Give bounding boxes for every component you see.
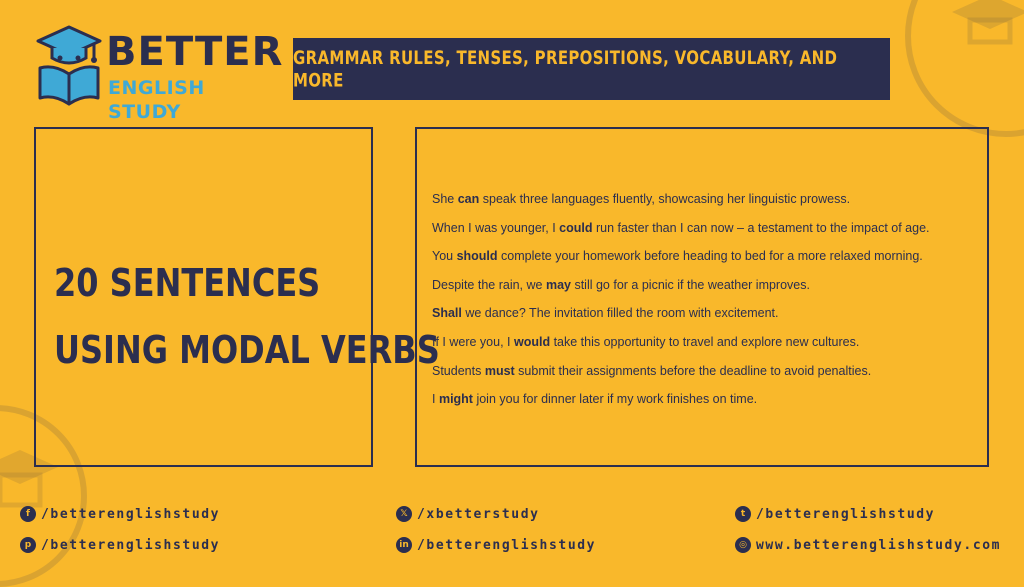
social-link-text: /betterenglishstudy bbox=[417, 537, 597, 553]
decorative-cap-icon bbox=[950, 0, 1024, 60]
modal-verb: could bbox=[559, 220, 593, 235]
list-item: She can speak three languages fluently, showcasing her linguistic prowess. bbox=[432, 192, 851, 206]
social-facebook-link[interactable] bbox=[20, 506, 220, 522]
modal-verb: should bbox=[456, 249, 498, 264]
modal-verb: can bbox=[457, 192, 480, 206]
list-item: You should complete your homework before heading to bed for a more relaxed morning. bbox=[432, 249, 923, 264]
linkedin-icon: in bbox=[396, 537, 412, 553]
modal-verb: may bbox=[545, 277, 571, 292]
x-icon: 𝕏 bbox=[396, 506, 412, 522]
list-item: Despite the rain, we may still go for a picnic if the weather improves. bbox=[432, 277, 810, 292]
banner-text: GRAMMAR RULES, TENSES, PREPOSITIONS, VOCABULARY, AND MORE bbox=[293, 46, 838, 92]
list-item: I might join you for dinner later if my work finishes on time. bbox=[432, 392, 758, 407]
graduation-cap-book-icon bbox=[36, 24, 102, 108]
social-website-link[interactable] bbox=[735, 537, 1001, 553]
brand-logo[interactable] bbox=[36, 24, 284, 123]
social-pinterest-link[interactable] bbox=[20, 537, 220, 553]
list-item: Students must submit their assignments before the deadline to avoid penalties. bbox=[432, 363, 872, 378]
page-title bbox=[54, 249, 440, 383]
sentences-panel bbox=[415, 127, 989, 467]
social-link-text: /betterenglishstudy bbox=[41, 506, 221, 522]
brand-word-better: BETTER bbox=[106, 29, 284, 75]
modal-verb: would bbox=[513, 334, 551, 349]
social-tumblr-link[interactable] bbox=[735, 506, 935, 522]
sentence-list bbox=[432, 189, 930, 418]
modal-verb: must bbox=[484, 363, 515, 378]
facebook-icon: f bbox=[20, 506, 36, 522]
tumblr-icon: t bbox=[735, 506, 751, 522]
title-panel bbox=[34, 127, 440, 467]
modal-verb: might bbox=[438, 392, 473, 407]
website-icon: ◎ bbox=[735, 537, 751, 553]
list-item: When I was younger, I could run faster than I can now – a testament to the impact of age. bbox=[432, 220, 930, 235]
title-line-1: 20 SENTENCES bbox=[54, 259, 321, 306]
topic-banner bbox=[293, 38, 890, 100]
social-link-text: /xbetterstudy bbox=[417, 506, 540, 522]
social-x-link[interactable] bbox=[396, 506, 540, 522]
pinterest-icon: p bbox=[20, 537, 36, 553]
modal-verb: Shall bbox=[432, 306, 462, 321]
list-item: If I were you, I would take this opportunity to travel and explore new cultures. bbox=[432, 334, 860, 349]
social-linkedin-link[interactable] bbox=[396, 537, 596, 553]
social-link-text: www.betterenglishstudy.com bbox=[756, 537, 1002, 553]
brand-word-english-study: ENGLISH STUDY bbox=[108, 77, 205, 123]
social-link-text: /betterenglishstudy bbox=[756, 506, 936, 522]
list-item: Shall we dance? The invitation filled the room with excitement. bbox=[432, 306, 779, 321]
title-line-2: USING MODAL VERBS bbox=[54, 327, 440, 373]
social-link-text: /betterenglishstudy bbox=[41, 537, 221, 553]
